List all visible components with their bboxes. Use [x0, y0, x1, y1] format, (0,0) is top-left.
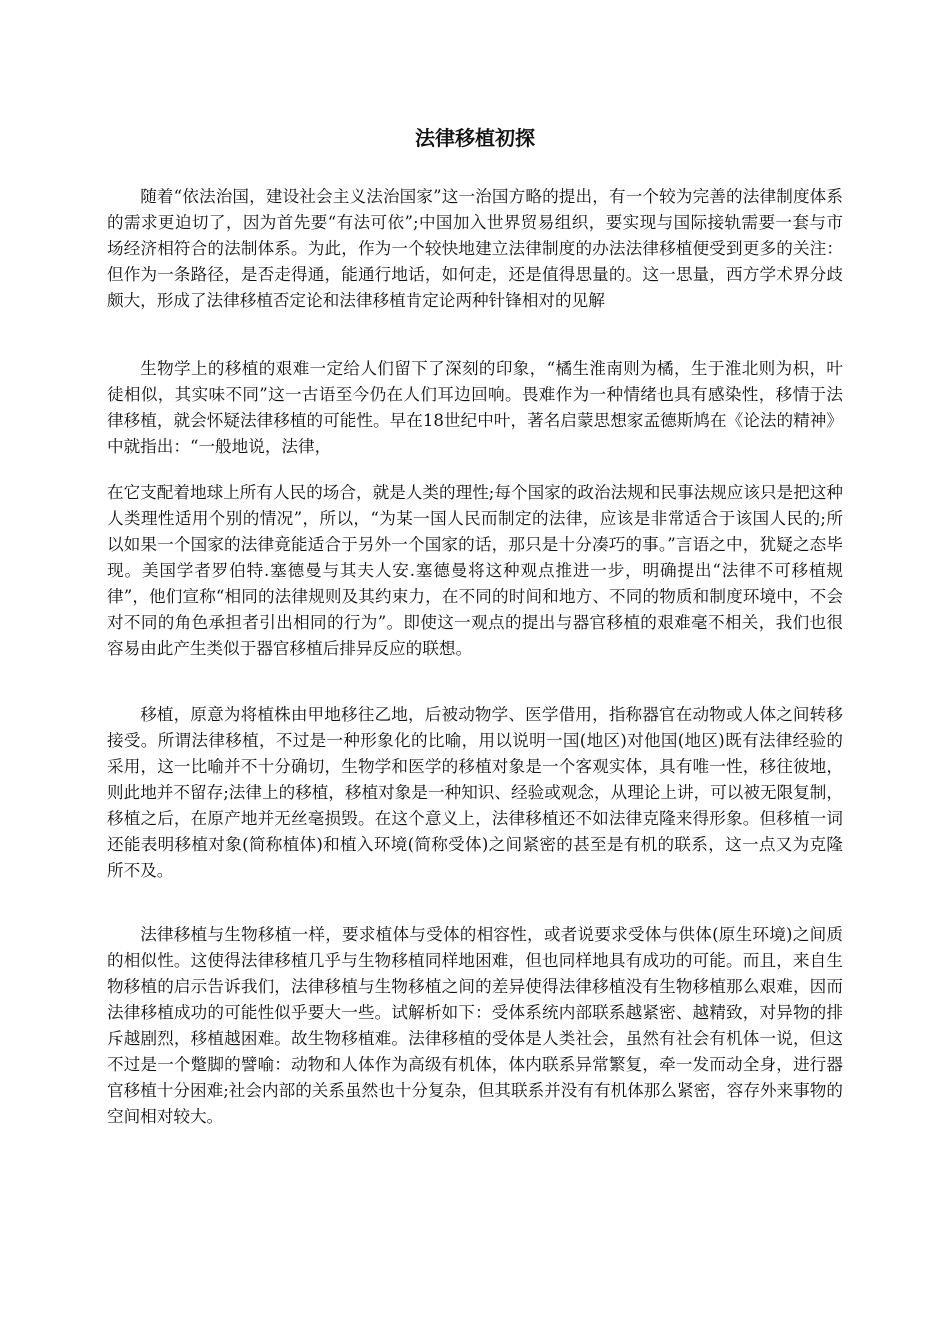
paragraph-4: 移植，原意为将植株由甲地移往乙地，后被动物学、医学借用，指称器官在动物或人体之间转移接受。所谓法律移植，不过是一种形象化的比喻，用以说明一国(地区)对他国(地区)既有法律经验的采用，这一比喻并不十分确切，生物学和医学的移植对象是一个客观实体，具有唯一性，移往彼地，则此地并不留存;法律上的移植，移植对象是一种知识、经验或观念，从理论上讲，可以被无限复制，移植之后，在原产地并无丝毫损毁。在这个意义上，法律移植还不如法律克隆来得形象。但移植一词还能表明移植对象(简称植体)和植入环境(简称受体)之间紧密的甚至是有机的联系，这一点又为克隆所不及。 [107, 705, 843, 880]
paragraph-1: 随着“依法治国，建设社会主义法治国家”这一治国方略的提出，有一个较为完善的法律制度体系的需求更迫切了，因为首先要“有法可依”;中国加入世界贸易组织，要实现与国际接轨需要一套与市场经济相符合的法制体系。为此，作为一个较快地建立法律制度的办法法律移植便受到更多的关注：但作为一条路径，是否走得通，能通行地话，如何走，还是值得思量的。这一思量，西方学术界分歧颇大，形成了法律移植否定论和法律移植肯定论两种针锋相对的见解 [107, 187, 843, 310]
document-title: 法律移植初探 [415, 126, 535, 150]
paragraph-5: 法律移植与生物移植一样，要求植体与受体的相容性，或者说要求受体与供体(原生环境)之间质的相似性。这使得法律移植几乎与生物移植同样地困难，但也同样地具有成功的可能。而且，来自生物移植的启示告诉我们，法律移植与生物移植之间的差异使得法律移植没有生物移植那么艰难，因而法律移植成功的可能性似乎要大一些。试解析如下：受体系统内部联系越紧密、越精致，对异物的排斥越剧烈，移植越困难。故生物移植难。法律移植的受体是人类社会，虽然有社会有机体一说，但这不过是一个蹩脚的譬喻：动物和人体作为高级有机体，体内联系异常繁复，牵一发而动全身，进行器官移植十分困难;社会内部的关系虽然也十分复杂，但其联系并没有有机体那么紧密，容存外来事物的空间相对较大。 [107, 925, 843, 1126]
paragraph-2: 生物学上的移植的艰难一定给人们留下了深刻的印象，“橘生淮南则为橘，生于淮北则为枳，叶徒相似，其实味不同”这一古语至今仍在人们耳边回响。畏难作为一种情绪也具有感染性，移情于法律移植，就会怀疑法律移植的可能性。早在18世纪中叶，著名启蒙思想家孟德斯鸠在《论法的精神》中就指出：“一般地说，法律， [107, 359, 843, 456]
paragraph-3: 在它支配着地球上所有人民的场合，就是人类的理性;每个国家的政治法规和民事法规应该只是把这种人类理性适用个别的情况”，所以，“为某一国人民而制定的法律，应该是非常适合于该国人民的;所以如果一个国家的法律竟能适合于另外一个国家的话，那只是十分凑巧的事。”言语之中，犹疑之态毕现。美国学者罗伯特.塞德曼与其夫人安.塞德曼将这种观点推进一步，明确提出“法律不可移植规律”，他们宣称“相同的法律规则及其约束力，在不同的时间和地方、不同的物质和制度环境中，不会对不同的角色承担者引出相同的行为”。即使这一观点的提出与器官移植的艰难毫不相关，我们也很容易由此产生类似于器官移植后排异反应的联想。 [107, 483, 843, 658]
